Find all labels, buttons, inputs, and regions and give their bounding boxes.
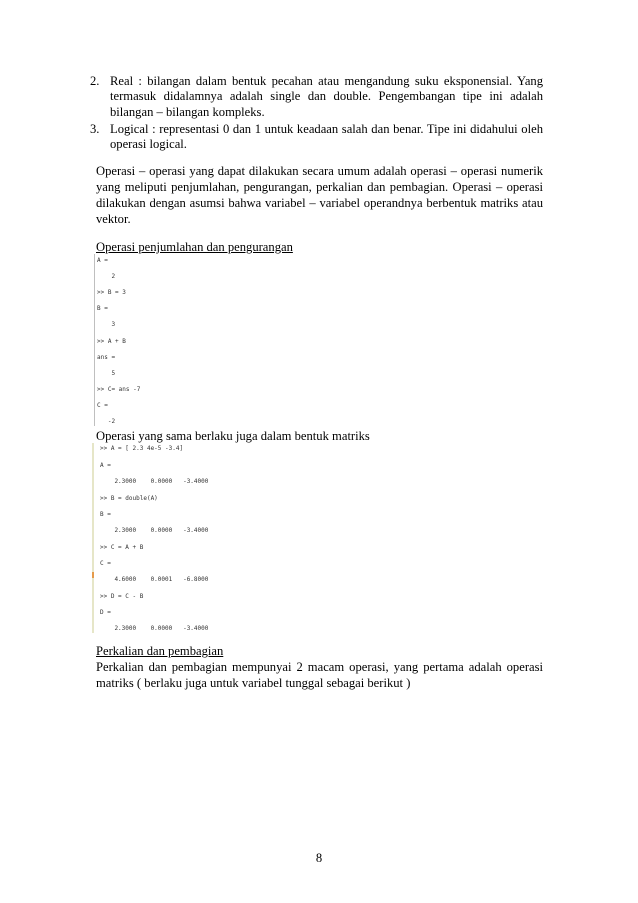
console-line: -2	[97, 418, 116, 425]
matlab-console-scalar	[94, 254, 184, 426]
console-line: C =	[97, 402, 108, 409]
console-gutter	[92, 443, 94, 633]
intro-paragraph: Operasi – operasi yang dapat dilakukan secara umum adalah operasi – operasi numerik yang meliputi penjumlahan, pengurangan, perkalian dan pembagian. Operasi – operasi dilakukan dengan asumsi bahwa variabel – variabel operandnya berbentuk matriks atau vektor.	[96, 164, 543, 226]
console-line: B =	[97, 305, 108, 312]
matrix-note: Operasi yang sama berlaku juga dalam bentuk matriks	[96, 429, 370, 443]
console-line: C =	[100, 560, 111, 567]
console-line: A =	[97, 257, 108, 264]
console-line: >> A = [ 2.3 4e-5 -3.4]	[100, 445, 184, 452]
console-line: >> B = 3	[97, 289, 126, 296]
section-heading-multiplication: Perkalian dan pembagian	[96, 644, 224, 658]
console-line: ans =	[97, 354, 116, 361]
console-line: 2.3000 0.0000 -3.4000	[100, 478, 209, 485]
console-line: >> D = C - B	[100, 593, 144, 600]
console-line: 4.6000 0.0001 -6.8000	[100, 576, 209, 583]
list-number: 2.	[90, 74, 100, 88]
list-number: 3.	[90, 122, 100, 136]
console-line: 5	[97, 370, 116, 377]
console-line: >> C= ans -7	[97, 386, 141, 393]
console-gutter	[94, 254, 95, 426]
matlab-console-matrix	[98, 443, 258, 633]
list-text: Real : bilangan dalam bentuk pecahan atau mengandung suku eksponensial. Yang termasuk didalamnya adalah single dan double. Pengembangan tipe ini adalah bilangan – bilangan kompleks.	[110, 74, 543, 119]
console-line: 3	[97, 321, 116, 328]
console-line: 2.3000 0.0000 -3.4000	[100, 625, 209, 632]
console-line: D =	[100, 609, 111, 616]
console-line: >> B = double(A)	[100, 495, 158, 502]
console-line: >> C = A + B	[100, 544, 144, 551]
console-line: A =	[100, 462, 111, 469]
console-marker-icon	[92, 572, 94, 578]
console-line: B =	[100, 511, 111, 518]
console-line: 2	[97, 273, 116, 280]
multiplication-paragraph: Perkalian dan pembagian mempunyai 2 macam operasi, yang pertama adalah operasi matriks ( berlaku juga untuk variabel tunggal sebagai berikut )	[96, 660, 543, 690]
list-text: Logical : representasi 0 dan 1 untuk keadaan salah dan benar. Tipe ini didahului oleh operasi logical.	[110, 122, 543, 152]
list-item-real	[90, 74, 543, 120]
section-heading-addition: Operasi penjumlahan dan pengurangan	[96, 240, 293, 254]
list-item-logical	[90, 122, 543, 153]
console-line: 2.3000 0.0000 -3.4000	[100, 527, 209, 534]
console-line: >> A + B	[97, 338, 126, 345]
page-number: 8	[315, 851, 323, 865]
